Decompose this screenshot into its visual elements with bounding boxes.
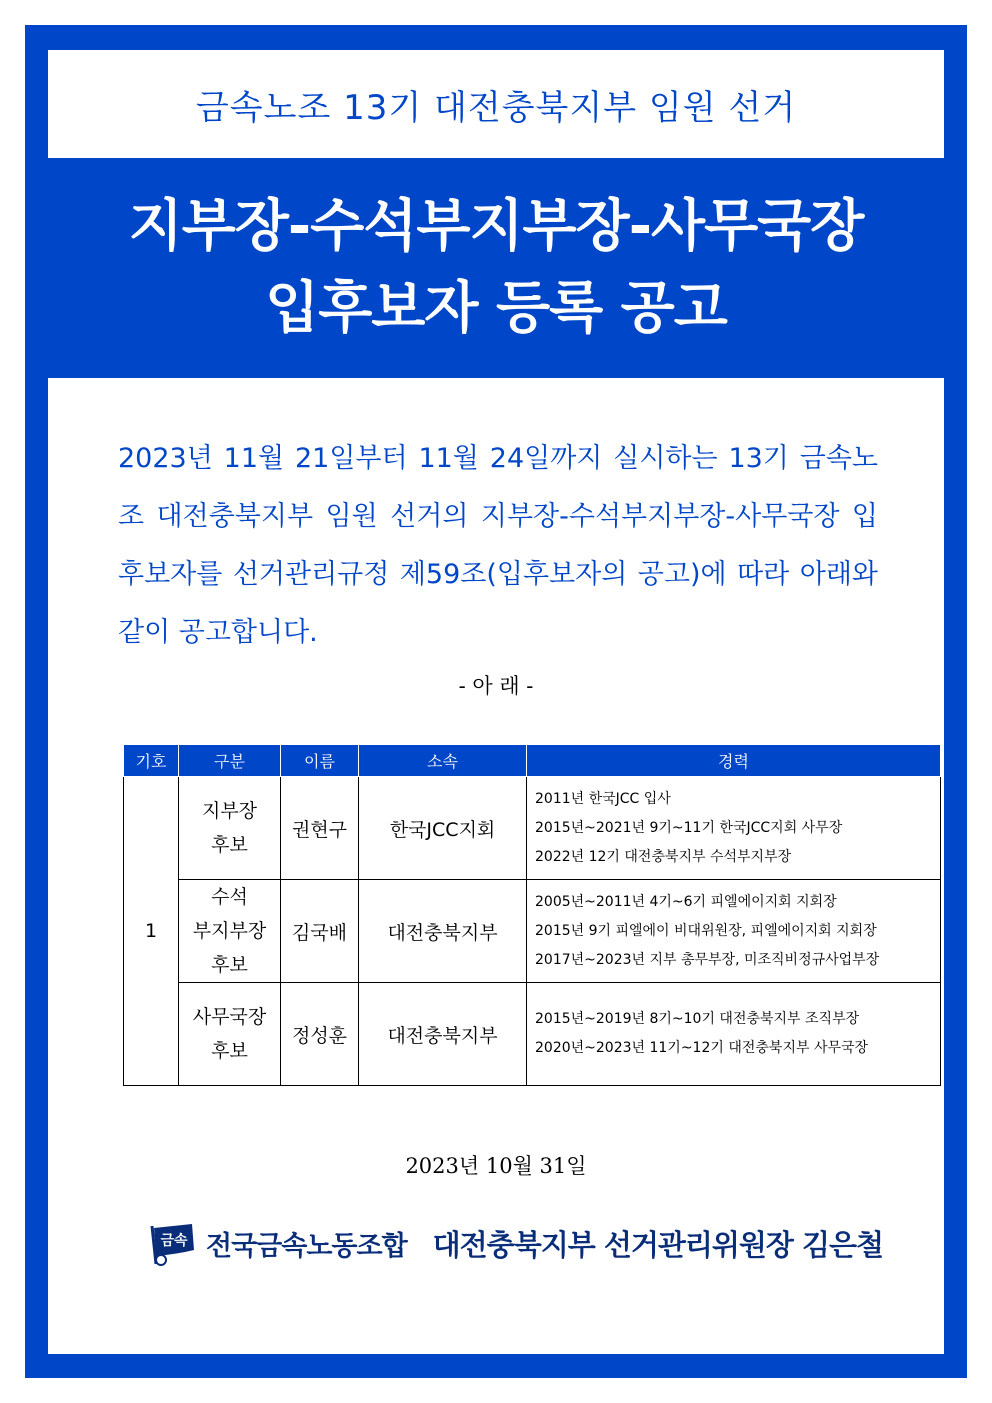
intro-paragraph: 2023년 11월 21일부터 11월 24일까지 실시하는 13기 금속노조 대전충북지부 임원 선거의 지부장-수석부지부장-사무국장 입후보자를 선거관리규정 제59조(입후보자의 공고)에 따라 아래와 같이 공고합니다.: [118, 443, 878, 648]
candidate-name: 권현구: [281, 777, 359, 880]
table-header-row: [124, 745, 941, 777]
election-subtitle: 금속노조 13기 대전충북지부 임원 선거: [195, 87, 797, 128]
ballot-number: 1: [124, 777, 179, 1086]
header-career: 경력: [527, 745, 941, 777]
header-category: 구분: [179, 745, 281, 777]
career-line: 2005년~2011년 4기~6기 피엘에이지회 지회장: [535, 893, 837, 910]
header-affiliation: 소속: [359, 745, 527, 777]
title-band: [48, 158, 944, 378]
career-line: 2015년 9기 피엘에이 비대위원장, 피엘에이지회 지회장: [535, 922, 877, 939]
career-line: 2015년~2021년 9기~11기 한국JCC지회 사무장: [535, 819, 843, 836]
category-text: 수석: [211, 886, 248, 908]
table-row: [124, 983, 941, 1086]
category-text: 후보: [211, 954, 248, 976]
svg-text:금속: 금속: [160, 1233, 188, 1249]
career-line: 2015년~2019년 8기~10기 대전충북지부 조직부장: [535, 1011, 860, 1027]
header-number: 기호: [124, 745, 179, 777]
career-line: 2020년~2023년 11기~12기 대전충북지부 사무국장: [535, 1040, 869, 1056]
career-cell: [527, 777, 941, 880]
union-logo-icon: [148, 1220, 198, 1266]
arae-heading: - 아 래 -: [458, 674, 534, 698]
candidate-affiliation: 대전충북지부: [359, 983, 527, 1086]
signature: [148, 1218, 883, 1268]
career-cell: [527, 880, 941, 983]
category-text: 지부장: [201, 800, 258, 822]
committee-chair: 대전충북지부 선거관리위원장 김은철: [432, 1227, 884, 1262]
table-row: [124, 777, 941, 880]
candidate-affiliation: 한국JCC지회: [359, 777, 527, 880]
category-text: 후보: [211, 834, 248, 856]
candidate-name: 김국배: [281, 880, 359, 983]
category-text: 후보: [211, 1040, 248, 1062]
category-text: 부지부장: [192, 920, 267, 942]
category-cell: [179, 880, 281, 983]
notice-date: 2023년 10월 31일: [405, 1154, 587, 1178]
category-text: 사무국장: [192, 1006, 267, 1028]
table-row: [124, 880, 941, 983]
page-frame: [25, 25, 967, 1378]
title-line-2: 입후보자 등록 공고: [265, 276, 727, 341]
union-name: 전국금속노동조합: [206, 1230, 407, 1262]
career-cell: [527, 983, 941, 1086]
header-name: 이름: [281, 745, 359, 777]
career-line: 2022년 12기 대전충북지부 수석부지부장: [535, 848, 792, 865]
notice-body: [48, 50, 944, 1354]
title-line-1: 지부장-수석부지부장-사무국장: [128, 194, 864, 259]
career-line: 2011년 한국JCC 입사: [535, 790, 671, 807]
category-cell: [179, 777, 281, 880]
candidate-name: 정성훈: [281, 983, 359, 1086]
candidates-table: [123, 744, 941, 1086]
candidate-affiliation: 대전충북지부: [359, 880, 527, 983]
career-line: 2017년~2023년 지부 총무부장, 미조직비정규사업부장: [535, 951, 880, 968]
category-cell: [179, 983, 281, 1086]
